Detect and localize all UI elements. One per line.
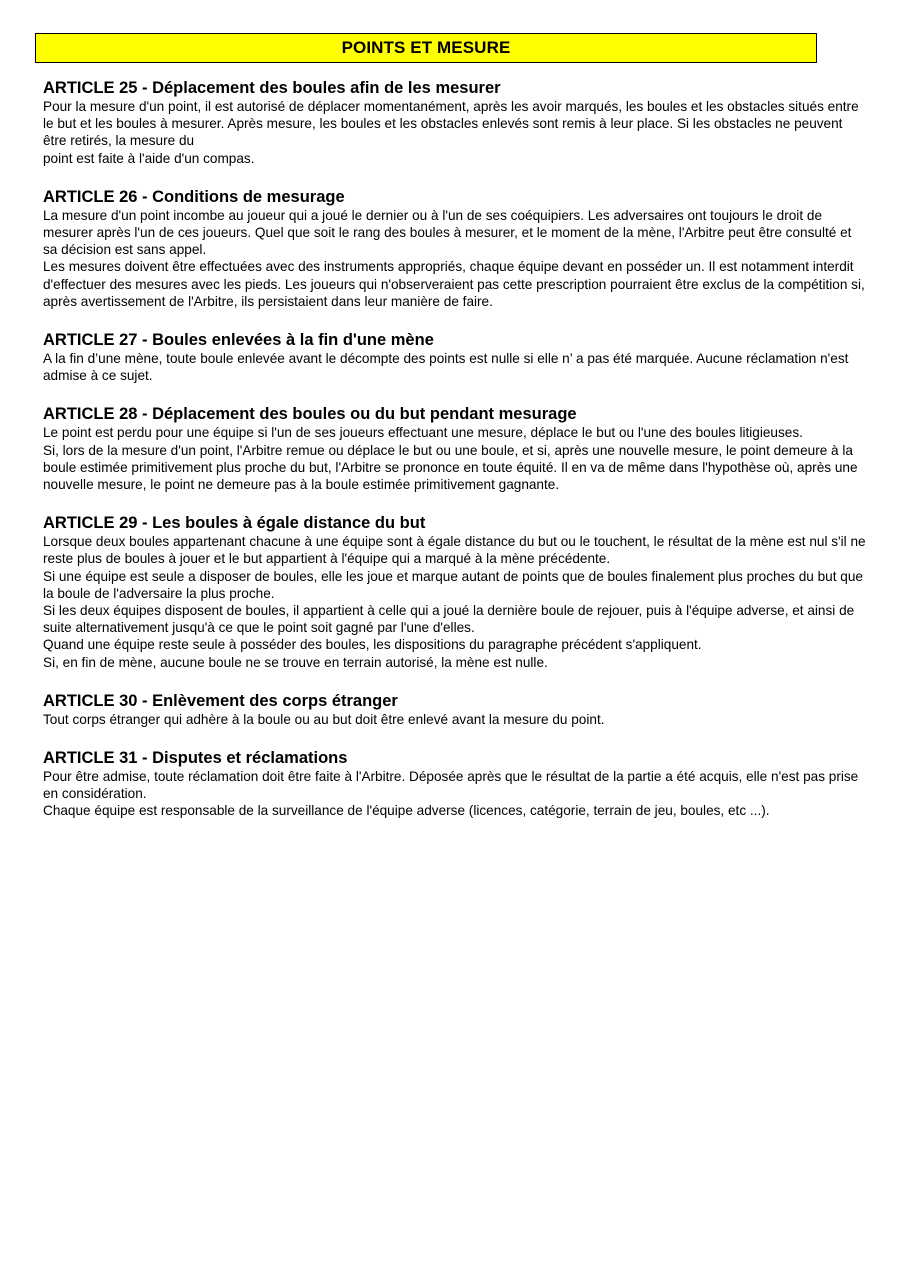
article-paragraph: Chaque équipe est responsable de la surveillance de l'équipe adverse (licences, catégorie, terrain de jeu, boules, etc ...). — [43, 803, 770, 819]
article-paragraph: Tout corps étranger qui adhère à la boule ou au but doit être enlevé avant la mesure du point. — [43, 711, 605, 727]
article-paragraph: Les mesures doivent être effectuées avec des instruments appropriés, chaque équipe devant en posséder un. Il est notamment interdit d'effectuer des mesures avec les pieds. Les joueurs qui n'observeraient pas cette prescription pourraient être exclus de la compétition si, après avertissement de l'Arbitre, ils persistaient dans leur manière de faire. — [43, 259, 865, 309]
articles-container — [43, 78, 868, 840]
article-body — [43, 350, 868, 384]
article-paragraph: La mesure d'un point incombe au joueur qui a joué le dernier ou à l'un de ses coéquipiers. Les adversaires ont toujours le droit de mesurer après l'un de ces joueurs. Quel que soit le rang des boules à mesurer, et le moment de la mène, l'Arbitre peut être consulté et sa décision est sans appel. — [43, 207, 852, 258]
article-26 — [43, 187, 868, 310]
article-heading: ARTICLE 26 - Conditions de mesurage — [43, 187, 345, 206]
article-paragraph: Pour être admise, toute réclamation doit être faite à l'Arbitre. Déposée après que le résultat de la partie a été acquis, elle n'est pas prise en considération. — [43, 769, 859, 802]
article-heading: ARTICLE 30 - Enlèvement des corps étranger — [43, 691, 398, 710]
article-paragraph: Le point est perdu pour une équipe si l'un de ses joueurs effectuant une mesure, déplace le but ou l'une des boules litigieuses. — [43, 425, 803, 441]
article-paragraph: Si, lors de la mesure d'un point, l'Arbitre remue ou déplace le but ou une boule, et si, après une nouvelle mesure, le point demeure à la boule estimée primitivement plus proche du but, l'Arbitre se prononce en toute équité. Il en va de même dans l'hypothèse où, après une nouvelle mesure, le point ne demeure pas à la boule estimée primitivement gagnante. — [43, 442, 858, 493]
article-paragraph: Lorsque deux boules appartenant chacune à une équipe sont à égale distance du but ou le touchent, le résultat de la mène est nul s'il ne reste plus de boules à jouer et le but appartient à l'équipe qui a marqué à la mène précédente. — [43, 534, 866, 567]
article-heading: ARTICLE 27 - Boules enlevées à la fin d'une mène — [43, 331, 434, 350]
article-heading: ARTICLE 25 - Déplacement des boules afin de les mesurer — [43, 79, 501, 97]
article-heading: ARTICLE 29 - Les boules à égale distance du but — [43, 514, 426, 533]
article-body — [43, 711, 868, 728]
article-29 — [43, 513, 868, 671]
article-body — [43, 768, 868, 820]
article-28 — [43, 404, 868, 493]
article-31 — [43, 748, 868, 820]
article-body — [43, 207, 868, 310]
article-heading: ARTICLE 31 - Disputes et réclamations — [43, 749, 348, 768]
article-30 — [43, 691, 868, 728]
article-paragraph: Si les deux équipes disposent de boules, il appartient à celle qui a joué la dernière boule de rejouer, puis à l'équipe adverse, et ainsi de suite alternativement jusqu'à ce que le point soit gagné par l'une d'elles. — [43, 603, 855, 636]
article-body — [43, 533, 868, 671]
article-paragraph: Quand une équipe reste seule à posséder des boules, les dispositions du paragraphe précédent s'appliquent. — [43, 637, 702, 653]
article-body — [43, 424, 868, 493]
article-body — [43, 98, 868, 167]
article-25 — [43, 78, 868, 167]
article-27 — [43, 330, 868, 384]
article-paragraph: A la fin d’une mène, toute boule enlevée avant le décompte des points est nulle si elle n’ a pas été marquée. Aucune réclamation n'est admise à ce sujet. — [43, 351, 849, 384]
article-paragraph: Si, en fin de mène, aucune boule ne se trouve en terrain autorisé, la mène est nulle. — [43, 654, 548, 670]
page-title-banner — [35, 33, 817, 63]
article-paragraph: Si une équipe est seule a disposer de boules, elle les joue et marque autant de points que de boules finalement plus proches du but que la boule de l'adversaire la plus proche. — [43, 568, 863, 601]
article-heading: ARTICLE 28 - Déplacement des boules ou du but pendant mesurage — [43, 405, 577, 424]
page-title: POINTS ET MESURE — [341, 38, 511, 57]
article-paragraph: Pour la mesure d'un point, il est autorisé de déplacer momentanément, après les avoir marqués, les boules et les obstacles situés entre le but et les boules à mesurer. Après mesure, les boules et les obstacles enlevés sont remis à leur place. Si les obstacles ne peuvent être retirés, la mesure du — [43, 99, 859, 149]
article-paragraph: point est faite à l'aide d'un compas. — [43, 150, 255, 166]
